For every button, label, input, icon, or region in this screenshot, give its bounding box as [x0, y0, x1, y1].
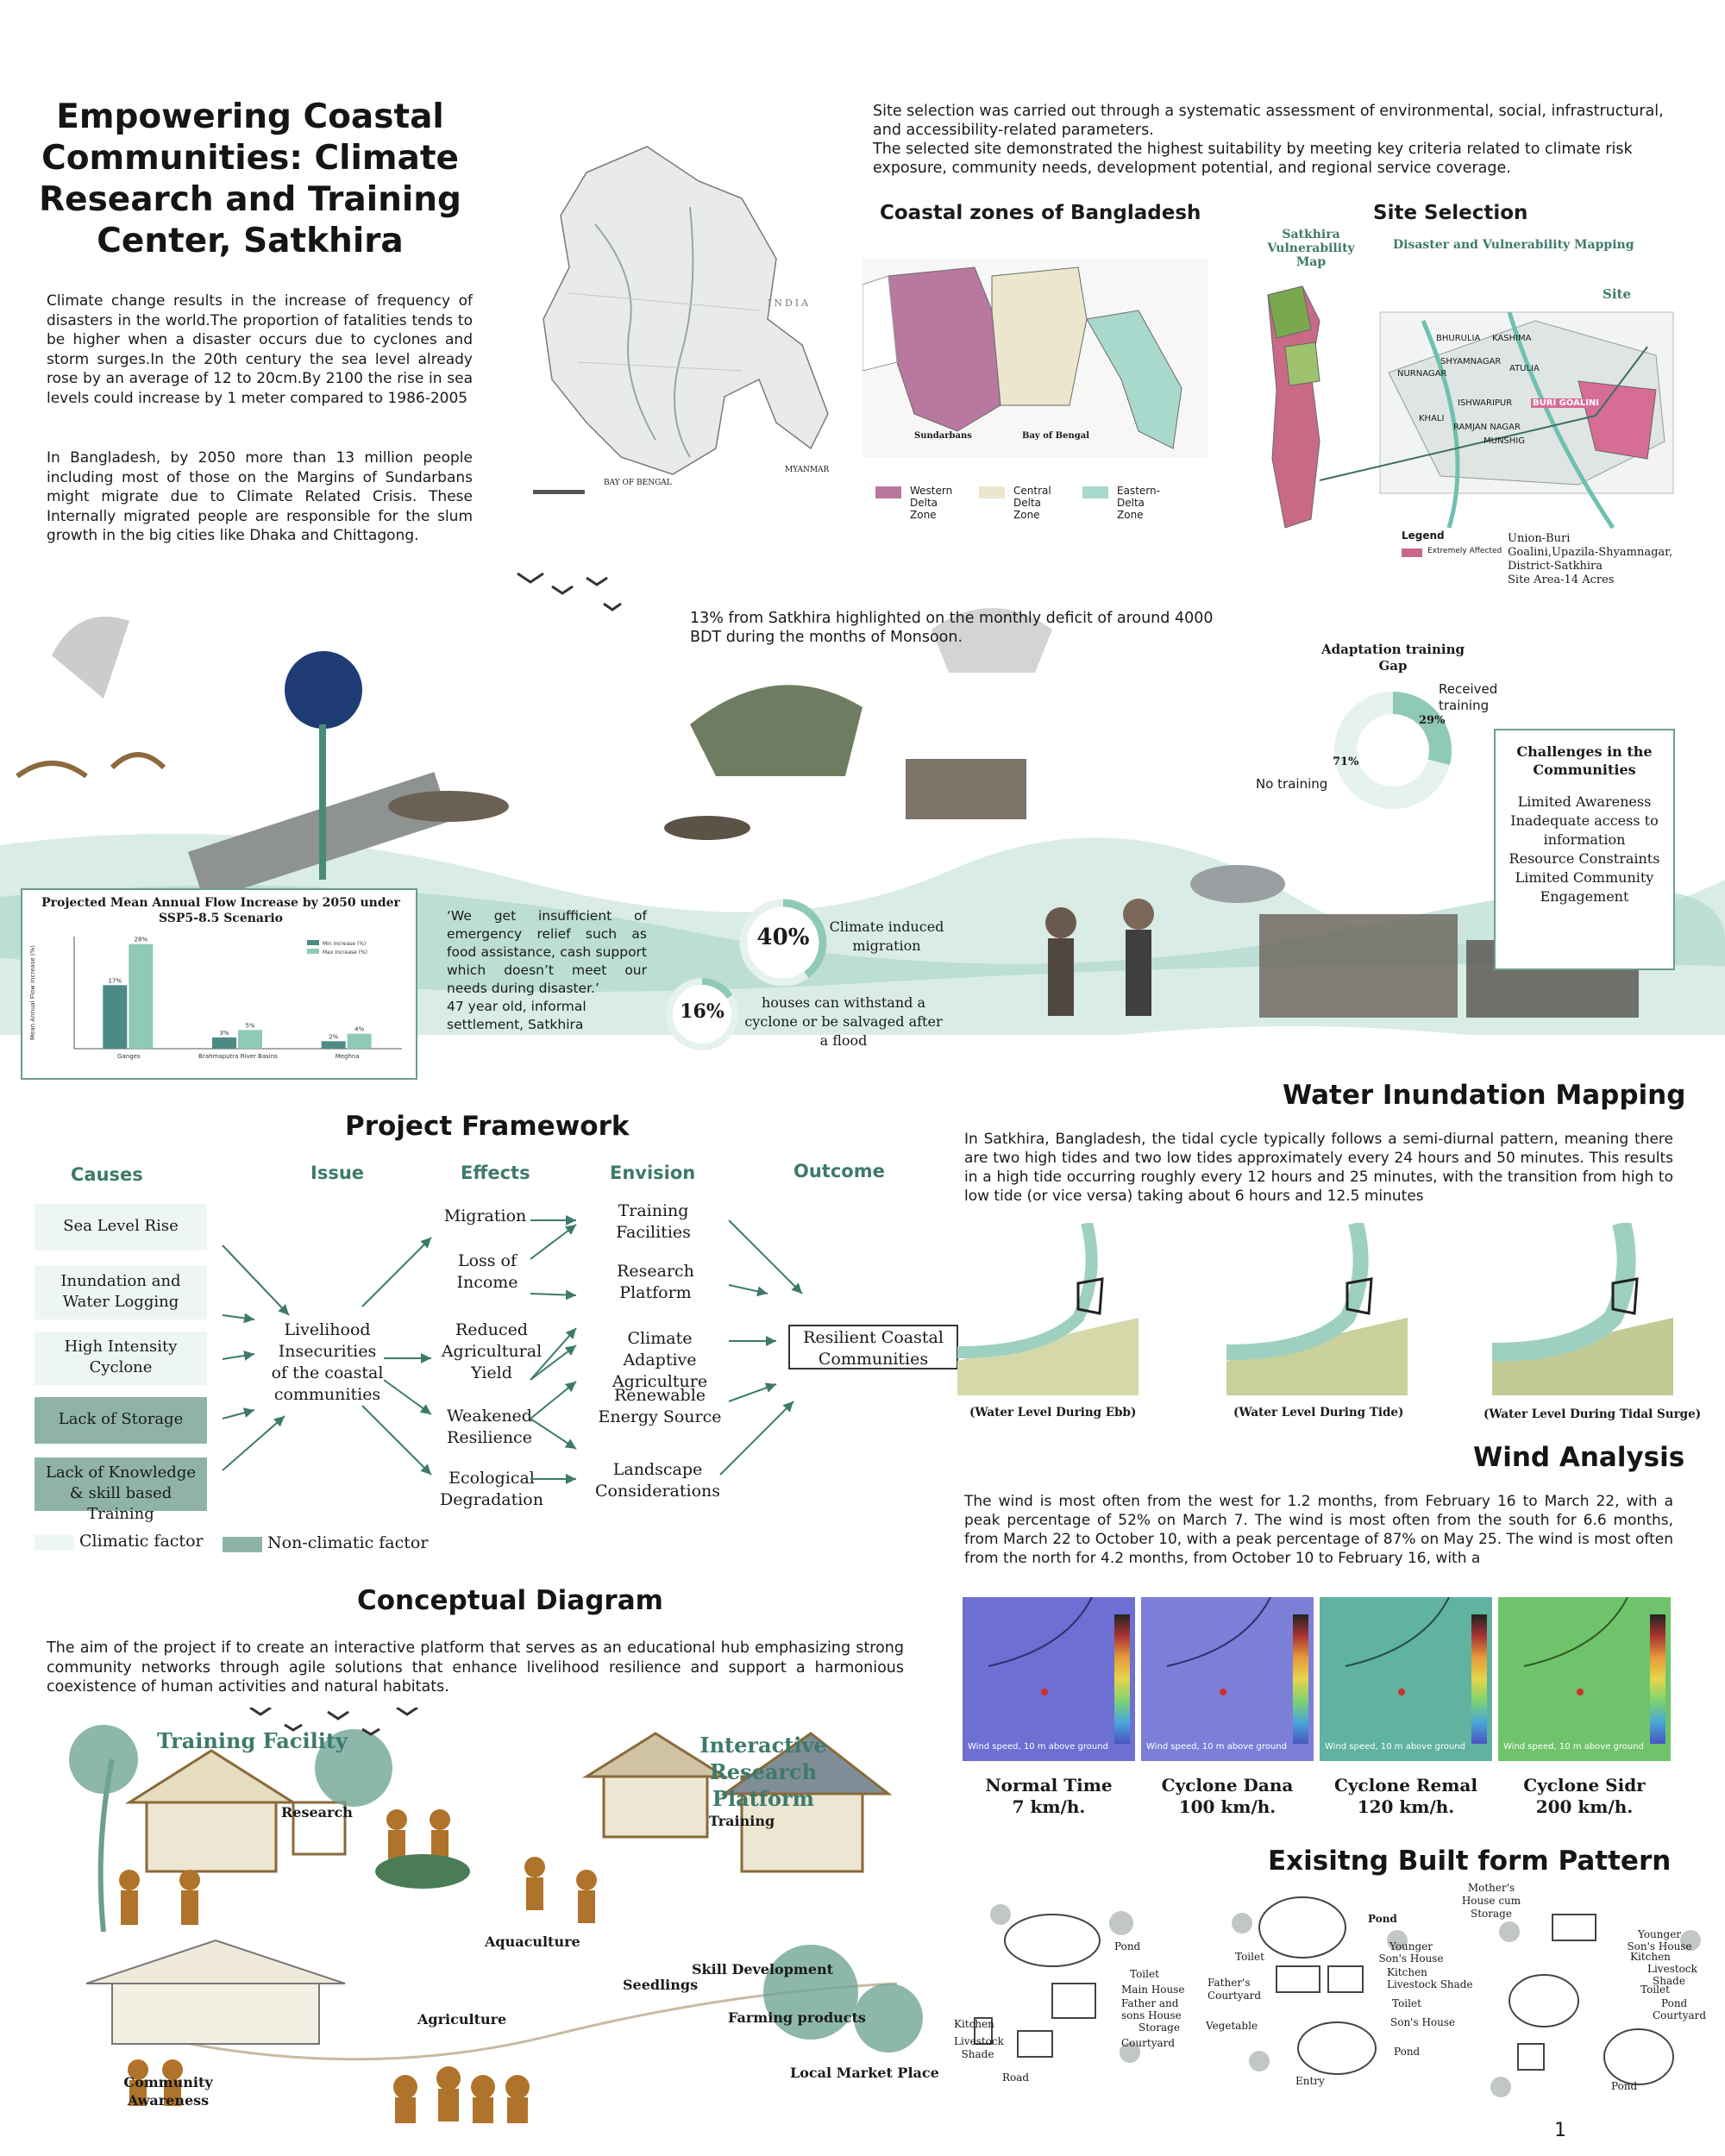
wind-panel-sidr — [1498, 1597, 1671, 1761]
legend-label-1: Max Increase (%) — [323, 950, 367, 956]
received-label: Received training — [1439, 681, 1498, 713]
bay-label: Bay of Bengal — [1022, 431, 1090, 441]
village-label-munshig: MUNSHIG — [1484, 436, 1525, 446]
bar-2-0 — [322, 1041, 346, 1049]
stat-40-label: Climate induced migration — [829, 918, 944, 954]
village-label-ramjan-nagar: RAMJAN NAGAR — [1453, 423, 1521, 432]
site-selection-heading: Site Selection — [1373, 202, 1528, 224]
cause-storage: Lack of Storage — [34, 1397, 207, 1444]
plan2-pond: Pond — [1368, 1913, 1397, 1925]
bar-1-0 — [212, 1037, 236, 1049]
legend-affected: Extremely Affected — [1427, 547, 1502, 555]
wind-heading: Wind Analysis — [1473, 1442, 1685, 1473]
envision-training: Training Facilities — [616, 1201, 691, 1242]
plan2-toilet: Toilet — [1235, 1951, 1264, 1963]
effect-ecology: Ecological Degradation — [440, 1469, 543, 1509]
wind-caption-remal: Wind speed, 10 m above ground — [1325, 1742, 1465, 1752]
coastal-zones-legend — [875, 483, 1203, 526]
village-label-buri-goalini: BURI GOALINI — [1533, 398, 1600, 408]
issue-text: Livelihood Insecurities of the coastal communities — [271, 1320, 384, 1404]
wind-label-remal — [1320, 1775, 1492, 1818]
site-info-line-4: Site Area-14 Acres — [1508, 573, 1615, 586]
effect-income: Loss of Income — [456, 1251, 518, 1292]
plan1-toilet: Toilet — [1130, 1968, 1159, 1980]
bangladesh-map — [518, 138, 845, 509]
quote-text: ‘We get insufficient of emergency relief such as food assistance, cash support which doesn’t meet our needs during disaster.’ — [447, 908, 647, 996]
village-label-ishwaripur: ISHWARIPUR — [1458, 398, 1513, 408]
envision-agriculture: Climate Adaptive Agriculture — [612, 1329, 708, 1391]
wind-scale-dana — [1293, 1614, 1308, 1744]
plan1-kitchen: Kitchen — [954, 2018, 994, 2030]
plan2-entry: Entry — [1295, 2075, 1325, 2087]
challenge-item-2: Inadequate access to information — [1510, 812, 1659, 848]
cause-knowledge: Lack of Knowledge & skill based Training — [34, 1457, 207, 1511]
legend-swatch-1 — [307, 949, 319, 954]
site-selection-text-1: Site selection was carried out through a systematic assessment of environmental, social, infrastructural, and accessibility-related parameters. — [873, 103, 1664, 139]
plan3-livestock: Livestock Shade — [1647, 1963, 1697, 1987]
myanmar-label: MYANMAR — [785, 466, 830, 474]
inundation-maps — [957, 1223, 1682, 1413]
coastal-zones-map — [862, 259, 1208, 457]
flow-chart-svg — [22, 928, 419, 1080]
col-head-effects: Effects — [461, 1163, 530, 1183]
site-label: Site — [1603, 286, 1632, 302]
plan3-courtyard: Courtyard — [1653, 2009, 1707, 2021]
village-label-khali: KHALI — [1419, 414, 1445, 423]
plan3-mothers-house: Mother's House cum Storage — [1461, 1882, 1521, 1920]
legend-swatch-0 — [307, 940, 319, 945]
challenge-item-1: Limited Awareness — [1517, 793, 1652, 810]
wind-scale-normal — [1114, 1614, 1130, 1744]
plan3-younger-son: Younger Son's House — [1627, 1928, 1692, 1952]
cause-inundation: Inundation and Water Logging — [34, 1266, 207, 1319]
wind-panel-remal — [1320, 1597, 1492, 1761]
envision-energy: Renewable Energy Source — [598, 1386, 722, 1426]
label-community: Community Awareness — [123, 2074, 213, 2109]
received-pct: 29% — [1419, 714, 1446, 727]
wind-name-remal: Cyclone Remal — [1334, 1775, 1477, 1796]
plan1-father-sons: Father and sons House — [1121, 1997, 1182, 2021]
conceptual-heading: Conceptual Diagram — [357, 1585, 663, 1616]
wind-scale-sidr — [1650, 1614, 1665, 1744]
wind-text: The wind is most often from the west for 1.2 months, from February 16 to March 22, with a peak percentage of 52% on March 7. The wind is most often from the south for 6.6 months, from March 22 to October 10, with a peak percentage of 87% on May 25. The wind is most often from the north for 4.2 months, from October 10 to February 16, with a — [964, 1493, 1673, 1567]
wind-caption-dana: Wind speed, 10 m above ground — [1146, 1742, 1287, 1752]
wind-river-remal — [1320, 1597, 1492, 1761]
wind-label-sidr — [1498, 1775, 1671, 1818]
plan3-kitchen: Kitchen — [1630, 1951, 1671, 1963]
bar-label-2-1: 4% — [354, 1025, 365, 1033]
label-farming: Farming products — [728, 2009, 866, 2026]
plan2-kitchen: Kitchen — [1387, 1966, 1427, 1978]
category-label-2: Meghna — [335, 1053, 360, 1060]
legend-swatch-western — [875, 486, 901, 498]
plan3-pond: Pond — [1661, 1997, 1688, 2009]
plan1-courtyard: Courtyard — [1121, 2037, 1176, 2049]
no-training-pct: 71% — [1333, 755, 1359, 768]
label-aquaculture: Aquaculture — [485, 1934, 580, 1950]
challenges-box — [1494, 729, 1675, 970]
plan2-pond-2: Pond — [1394, 2046, 1421, 2058]
challenge-item-4: Limited Community Engagement — [1515, 869, 1654, 905]
plan1-main-house: Main House — [1121, 1984, 1185, 1996]
label-interactive-platform: Interactive Research Platform — [699, 1733, 827, 1811]
built-form-plans — [949, 1882, 1708, 2104]
vulnerability-map-title: Satkhira Vulnerability Map — [1267, 228, 1355, 269]
no-training-label: No training — [1256, 776, 1328, 792]
label-training: Training — [709, 1813, 775, 1829]
wind-speed-dana: 100 km/h. — [1178, 1796, 1276, 1817]
inundation-text: In Satkhira, Bangladesh, the tidal cycle typically follows a semi-diurnal pattern, meaning there are two high tides and two low tides approximately every 24 hours and 50 minutes. This results in a high tide occurring roughly every 12 hours and 25 minutes, with the transition from high to low tide (or vice versa) taking about 6 hours and 12.5 minutes — [964, 1131, 1673, 1205]
plan2-toilet-2: Toilet — [1392, 1997, 1421, 2009]
adaptation-donut — [1333, 690, 1453, 811]
conceptual-text: The aim of the project if to create an interactive platform that serves as an educational hub emphasizing strong community networks through agile solutions that enhance livelihood resilience and support a harmonious coexistence of human activities and natural habitats. — [47, 1639, 904, 1695]
wind-panel-normal — [963, 1597, 1135, 1761]
wind-name-sidr: Cyclone Sidr — [1523, 1775, 1646, 1796]
caption-surge: (Water Level During Tidal Surge) — [1484, 1407, 1702, 1421]
stat-16-label: houses can withstand a cyclone or be salvaged after a flood — [744, 994, 943, 1049]
legend-title: Legend — [1402, 530, 1445, 542]
plan3-toilet: Toilet — [1640, 1984, 1670, 1996]
bar-0-1 — [129, 944, 153, 1049]
label-research: Research — [281, 1804, 353, 1821]
wind-caption-sidr: Wind speed, 10 m above ground — [1503, 1742, 1644, 1752]
legend-nonclimatic-label: Non-climatic factor — [267, 1533, 429, 1552]
wind-speed-remal: 120 km/h. — [1357, 1796, 1455, 1817]
bar-label-0-1: 28% — [134, 936, 148, 943]
plan2-sons-house: Son's House — [1390, 2016, 1456, 2028]
legend-climatic-label: Climatic factor — [79, 1532, 204, 1551]
outcome-box: Resilient Coastal Communities — [788, 1325, 958, 1369]
framework-arrows — [0, 1190, 975, 1518]
stat-16-pct: 16% — [680, 1000, 724, 1023]
built-form-heading: Exisitng Built form Pattern — [1268, 1846, 1672, 1877]
coastal-zones-heading: Coastal zones of Bangladesh — [880, 202, 1201, 224]
caption-ebb: (Water Level During Ebb) — [969, 1406, 1137, 1420]
plan3-pond-2: Pond — [1611, 2080, 1638, 2092]
village-label-atulia: ATULIA — [1509, 364, 1540, 373]
wind-name-normal: Normal Time — [985, 1775, 1113, 1796]
chart-title: Projected Mean Annual Flow Increase by 2050 under SSP5-8.5 Scenario — [41, 896, 400, 925]
wind-scale-remal — [1471, 1614, 1487, 1744]
conceptual-illustration — [34, 1708, 949, 2130]
quote-attribution: 47 year old, informal settlement, Satkhira — [447, 999, 586, 1032]
category-label-0: Ganges — [117, 1053, 141, 1060]
bay-of-bengal-label: BAY OF BENGAL — [604, 479, 672, 487]
bar-label-1-1: 5% — [245, 1022, 255, 1030]
cause-cyclone: High Intensity Cyclone — [34, 1332, 207, 1385]
bar-2-1 — [348, 1034, 372, 1049]
label-market: Local Market Place — [790, 2065, 939, 2081]
envision-landscape: Landscape Considerations — [595, 1460, 720, 1501]
disaster-map-title: Disaster and Vulnerability Mapping — [1393, 238, 1634, 252]
india-label: INDIA — [768, 298, 812, 309]
category-label-1: Brahmaputra River Basins — [198, 1053, 278, 1060]
intro-paragraph-2: In Bangladesh, by 2050 more than 13 million people including most of those on the Margins of Sundarbans might migrate due to Climate Related Crisis. These Internally migrated people are responsible for the slum growth in the big cities like Dhaka and Chittagong. — [47, 449, 473, 544]
label-skill: Skill Development — [692, 1961, 834, 1977]
flow-chart-box — [21, 888, 417, 1080]
site-selection-text-2: The selected site demonstrated the highest suitability by meeting key criteria related to climate risk exposure, community needs, development potential, and regional service coverage. — [873, 141, 1633, 177]
village-label-shyamnagar: SHYAMNAGAR — [1440, 357, 1502, 367]
label-agriculture: Agriculture — [417, 2011, 507, 2028]
wind-river-dana — [1141, 1597, 1314, 1761]
wind-speed-normal: 7 km/h. — [1012, 1796, 1086, 1817]
wind-river-normal — [963, 1597, 1135, 1761]
site-info-line-3: District-Satkhira — [1508, 560, 1603, 573]
cause-sea-level: Sea Level Rise — [34, 1204, 207, 1250]
wind-panels — [963, 1597, 1675, 1766]
wind-caption-normal: Wind speed, 10 m above ground — [968, 1742, 1108, 1752]
stat-40-pct: 40% — [756, 924, 810, 950]
legend-swatch-central — [979, 486, 1005, 498]
site-selection-maps — [1251, 226, 1682, 588]
bar-1-1 — [238, 1030, 262, 1049]
bar-label-2-0: 2% — [329, 1033, 339, 1041]
plan1-livestock: Livestock Shade — [954, 2035, 1004, 2060]
legend-nonclimatic-swatch — [223, 1537, 262, 1552]
wind-label-dana — [1141, 1775, 1314, 1818]
site-selection-text — [873, 102, 1675, 178]
sundarbans-label: Sundarbans — [914, 431, 972, 441]
label-seedlings: Seedlings — [623, 1977, 699, 1993]
wind-label-normal — [963, 1775, 1135, 1818]
bar-label-1-0: 3% — [219, 1030, 229, 1037]
legend-western: Western Delta Zone — [910, 485, 953, 521]
legend-eastern: Eastern- Delta Zone — [1117, 485, 1160, 521]
intro-paragraph-1: Climate change results in the increase of frequency of disasters in the world.The proportion of fatalities tends to be higher when a disaster occurs due to cyclones and storm surges.In the 20th century the sea level already rose by an average of 12 to 20cm.By 2100 the rise in sea levels could increase by 1 meter compared to 1986-2005 — [47, 292, 473, 407]
col-head-causes: Causes — [71, 1164, 143, 1185]
page-number: 1 — [1554, 2120, 1566, 2141]
bar-label-0-0: 17% — [108, 977, 122, 985]
legend-climatic-swatch — [34, 1535, 74, 1551]
plan2-vegetable: Vegetable — [1206, 2020, 1258, 2032]
plan2-fathers-courtyard: Father's Courtyard — [1208, 1977, 1262, 2002]
legend-central: Central Delta Zone — [1013, 485, 1051, 521]
plan1-road: Road — [1002, 2071, 1030, 2084]
legend-swatch-eastern — [1082, 486, 1108, 498]
adaptation-title: Adaptation training Gap — [1321, 642, 1465, 674]
page-title: Empowering Coastal Communities: Climate Research and Training Center, Satkhira — [39, 97, 461, 260]
effect-resilience: Weakened Resilience — [447, 1407, 532, 1447]
wind-speed-sidr: 200 km/h. — [1535, 1796, 1634, 1817]
caption-tide: (Water Level During Tide) — [1233, 1406, 1404, 1420]
col-head-issue: Issue — [310, 1163, 365, 1183]
challenges-title: Challenges in the Communities — [1516, 743, 1653, 778]
challenge-item-3: Resource Constraints — [1509, 850, 1660, 867]
plan2-younger-son: Younger Son's House — [1378, 1940, 1444, 1965]
plan1-pond: Pond — [1114, 1940, 1141, 1952]
site-info-line-2: Goalini,Upazila-Shyamnagar, — [1508, 546, 1673, 559]
village-label-kashima: KASHIMA — [1492, 334, 1532, 343]
village-label-nurnagar: NURNAGAR — [1397, 369, 1447, 379]
wind-river-sidr — [1498, 1597, 1671, 1761]
col-head-envision: Envision — [610, 1163, 696, 1183]
site-info-line-1: Union-Buri — [1508, 532, 1571, 545]
wind-panel-dana — [1141, 1597, 1314, 1761]
inundation-heading: Water Inundation Mapping — [1283, 1080, 1686, 1111]
monsoon-stat: 13% from Satkhira highlighted on the monthly deficit of around 4000 BDT during the months of Monsoon. — [690, 610, 1214, 646]
village-label-bhurulia: BHURULIA — [1436, 334, 1481, 343]
plan1-storage: Storage — [1138, 2021, 1180, 2034]
framework-heading: Project Framework — [345, 1111, 630, 1142]
col-head-outcome: Outcome — [794, 1161, 885, 1181]
effect-yield: Reduced Agricultural Yield — [441, 1320, 543, 1382]
plan2-livestock: Livestock Shade — [1387, 1978, 1473, 1990]
y-axis-label: Mean Annual Flow Increase (%) — [29, 944, 36, 1041]
envision-research: Research Platform — [617, 1262, 694, 1302]
legend-label-0: Min Increase (%) — [323, 941, 367, 947]
quote-block — [447, 907, 647, 1034]
wind-name-dana: Cyclone Dana — [1161, 1775, 1294, 1796]
effect-migration: Migration — [443, 1206, 527, 1225]
bar-0-0 — [103, 985, 127, 1049]
label-training-facility: Training Facility — [157, 1728, 348, 1753]
